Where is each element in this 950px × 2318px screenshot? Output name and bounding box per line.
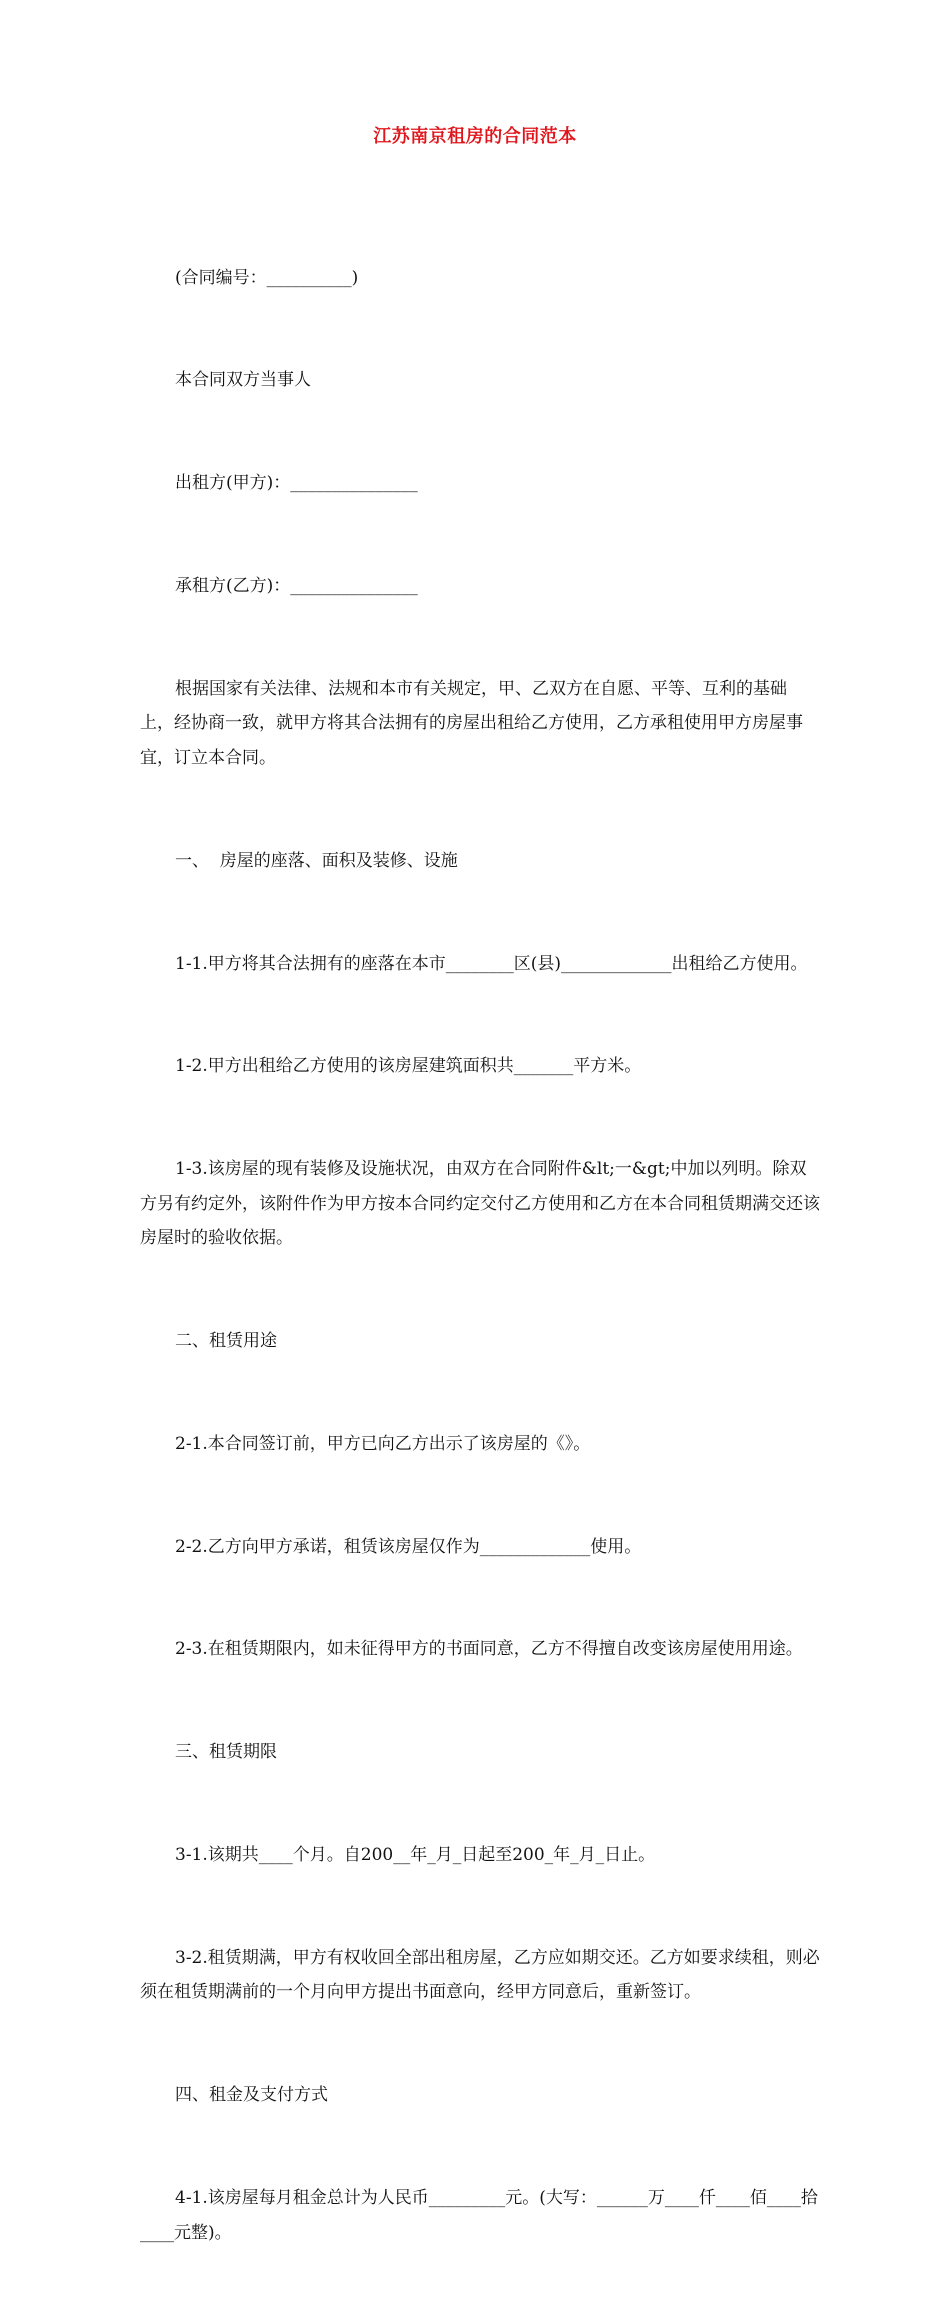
clause-2-3: 2-3.在租赁期限内，如未征得甲方的书面同意，乙方不得擅自改变该房屋使用用途。 (175, 1639, 803, 1660)
clause-3-1: 3-1.该期共____个月。自200__年_月_日起至200_年_月_日止。 (175, 1845, 656, 1866)
clause-2-1: 2-1.本合同签订前，甲方已向乙方出示了该房屋的《》。 (175, 1433, 591, 1454)
lessee-line: 承租方(乙方)：_______________ (175, 576, 418, 597)
parties-heading: 本合同双方当事人 (175, 370, 311, 391)
clause-1-3: 1-3.该房屋的现有装修及设施状况，由双方在合同附件&lt;一&gt;中加以列明。除双方另有约定外，该附件作为甲方按本合同约定交付乙方使用和乙方在本合同租赁期满交还该房屋时的验收依据。 (140, 1159, 820, 1248)
section-2-heading: 二、租赁用途 (175, 1330, 277, 1351)
section-4-heading: 四、租金及支付方式 (175, 2085, 328, 2106)
clause-2-2: 2-2.乙方向甲方承诺，租赁该房屋仅作为_____________使用。 (175, 1536, 642, 1557)
clause-1-2: 1-2.甲方出租给乙方使用的该房屋建筑面积共_______平方米。 (175, 1056, 642, 1077)
contract-number-line: (合同编号：__________) (175, 267, 359, 288)
section-3-heading: 三、租赁期限 (175, 1742, 277, 1763)
clause-3-2: 3-2.租赁期满，甲方有权收回全部出租房屋，乙方应如期交还。乙方如要求续租，则必须在租赁期满前的一个月向甲方提出书面意向，经甲方同意后，重新签订。 (140, 1948, 820, 2003)
clause-1-1: 1-1.甲方将其合法拥有的座落在本市________区(县)_____________出租给乙方使用。 (175, 953, 808, 974)
document-body (140, 192, 820, 2318)
lessor-line: 出租方(甲方)：_______________ (175, 473, 418, 494)
section-1-heading: 一、 房屋的座落、面积及装修、设施 (175, 850, 458, 871)
preamble-paragraph: 根据国家有关法律、法规和本市有关规定，甲、乙双方在自愿、平等、互利的基础上，经协商一致，就甲方将其合法拥有的房屋出租给乙方使用，乙方承租使用甲方房屋事宜，订立本合同。 (140, 679, 803, 768)
document-title: 江苏南京租房的合同范本 (373, 126, 577, 147)
clause-4-1: 4-1.该房屋每月租金总计为人民币_________元。(大写：______万____仟____佰____拾____元整)。 (140, 2188, 818, 2243)
